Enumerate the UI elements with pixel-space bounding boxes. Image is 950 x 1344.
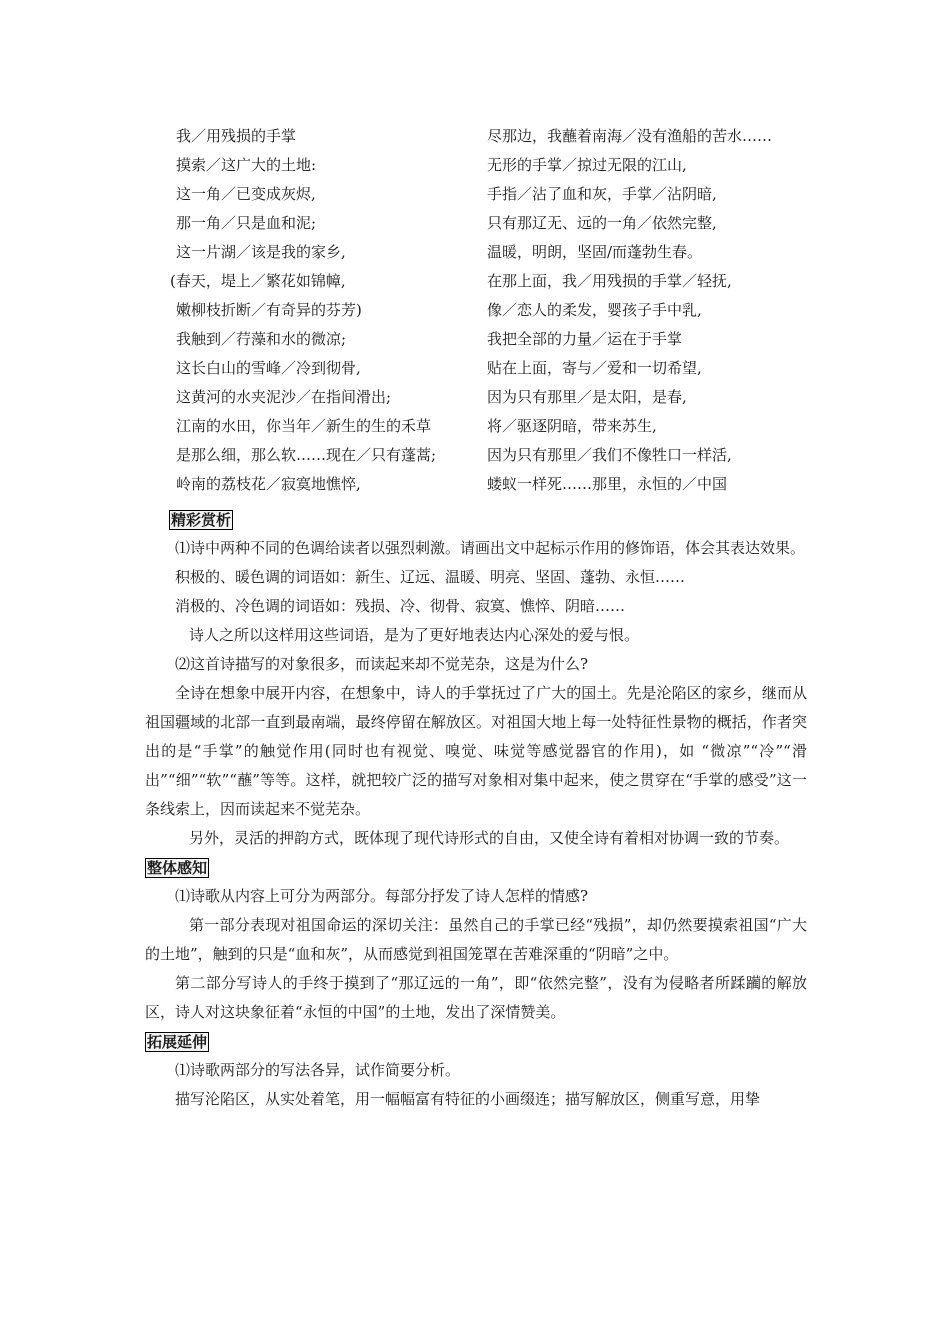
section-heading-overview: 整体感知	[147, 859, 208, 877]
answer-text: 描写沦陷区，从实处着笔，用一幅幅富有特征的小画缀连；描写解放区，侧重写意，用挚	[175, 1090, 761, 1108]
poem-line: 在那上面，我／用残损的手掌／轻抚,	[487, 272, 732, 290]
poem-left-column	[170, 122, 437, 499]
poem-line: 那一角／只是血和泥;	[176, 214, 317, 232]
question-text: ⑴诗歌从内容上可分为两部分。每部分抒发了诗人怎样的情感?	[175, 887, 589, 905]
poem-line: 贴在上面，寄与／爱和一切希望,	[487, 359, 702, 377]
poem-line: 因为只有那里／我们不像牲口一样活,	[487, 446, 732, 464]
answer-text: 另外，灵活的押韵方式，既体现了现代诗形式的自由，又使全诗有着相对协调一致的节奏。	[189, 829, 790, 847]
poem-line: 只有那辽无、远的一角／依然完整,	[487, 214, 717, 232]
poem-line: 我触到／荇藻和水的微凉;	[176, 330, 347, 348]
poem-line: 温暖，明朗，坚固/而蓬勃生春。	[487, 243, 703, 261]
poem-line: 因为只有那里／是太阳，是春,	[487, 388, 687, 406]
poem-line: 我／用残损的手掌	[176, 127, 297, 145]
poem-line: 岭南的荔枝花／寂寞地憔悴,	[176, 475, 361, 493]
poem-line: 这一角／已变成灰烬,	[176, 185, 316, 203]
section-heading-appreciation: 精彩赏析	[171, 511, 232, 529]
poem-line: 无形的手掌／掠过无限的江山,	[487, 156, 687, 174]
question-text: ⑴诗中两种不同的色调给读者以强烈刺激。请画出文中起标示作用的修饰语，体会其表达效果。	[175, 539, 806, 557]
poem-line: 像／恋人的柔发，婴孩子手中乳,	[487, 301, 702, 319]
poem-line: 江南的水田，你当年／新生的生的禾草	[176, 417, 432, 435]
section-heading-wrap	[145, 1027, 807, 1056]
answer-text: 积极的、暖色调的词语如：新生、辽远、温暖、明亮、坚固、蓬勃、永恒……	[175, 568, 686, 586]
section-heading-extension: 拓展延伸	[147, 1033, 208, 1051]
answer-text: 全诗在想象中展开内容，在想象中，诗人的手掌抚过了广大的国土。先是沦陷区的家乡，继而从祖国疆域的北部一直到最南端，最终停留在解放区。对祖国大地上每一处特征性景物的概括，作者突出的是“手掌”的触觉作用(同时也有视觉、嗅觉、味觉等感觉器官的作用)，如 “微凉”“冷”“滑出”“细”“软”“蘸”等等。这样，就把较广泛的描写对象相对集中起来，使之贯穿在“手掌的感受”这一条线索上，因而读起来不觉芜杂。	[145, 684, 807, 818]
poem-line: 我把全部的力量／运在于手掌	[487, 330, 683, 348]
poem-line: 将／驱逐阴暗，带来苏生,	[487, 417, 657, 435]
analysis-content	[145, 505, 807, 1114]
poem-line: 嫩柳枝折断／有奇异的芬芳)	[176, 301, 362, 319]
poem-line: 是那么细，那么软……现在／只有蓬蒿;	[176, 446, 437, 464]
poem-line: 这长白山的雪峰／冷到彻骨,	[176, 359, 361, 377]
answer-text: 诗人之所以这样用这些词语，是为了更好地表达内心深处的爱与恨。	[189, 626, 640, 644]
section-heading-wrap	[145, 505, 807, 534]
answer-text: 第二部分写诗人的手终于摸到了“那辽远的一角”，即“依然完整”，没有为侵略者所蹂躏的解放区，诗人对这块象征着“永恒的中国”的土地，发出了深情赞美。	[145, 974, 807, 1021]
answer-text: 消极的、冷色调的词语如：残损、冷、彻骨、寂寞、憔悴、阴暗……	[175, 597, 626, 615]
poem-line: 这一片湖／该是我的家乡,	[176, 243, 346, 261]
poem-right-column	[487, 122, 772, 499]
poem-line: (春天，堤上／繁花如锦幛,	[170, 272, 346, 290]
section-heading-wrap	[145, 853, 807, 882]
poem-line: 尽那边，我蘸着南海／没有渔船的苦水……	[487, 127, 773, 145]
poem-line: 这黄河的水夹泥沙／在指间滑出;	[176, 388, 392, 406]
question-text: ⑴诗歌两部分的写法各异，试作简要分析。	[175, 1061, 461, 1079]
question-text: ⑵这首诗描写的对象很多，而读起来却不觉芜杂，这是为什么?	[175, 655, 589, 673]
poem-line: 摸索／这广大的土地:	[176, 156, 317, 174]
answer-text: 第一部分表现对祖国命运的深切关注：虽然自己的手掌已经“残损”，却仍然要摸索祖国“广大的土地”，触到的只是“血和灰”，从而感觉到祖国笼罩在苦难深重的“阴暗”之中。	[145, 916, 807, 963]
poem-line: 手指／沾了血和灰，手掌／沾阴暗,	[487, 185, 717, 203]
poem-line: 蝼蚁一样死……那里，永恒的／中国	[487, 475, 728, 493]
